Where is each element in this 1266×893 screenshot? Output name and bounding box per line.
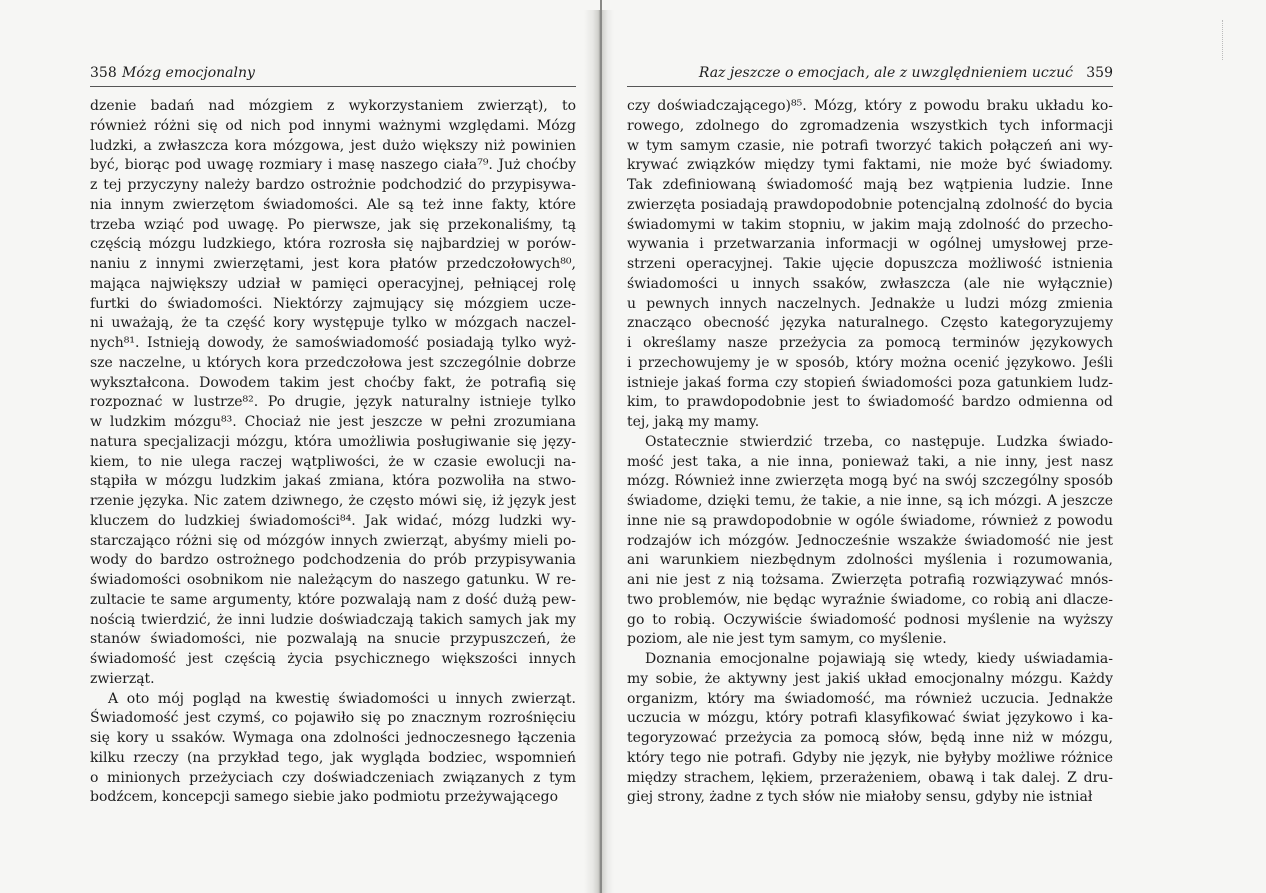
text-line: rodzajów ich mózgów. Jednocześnie wszakże świadomość nie jest [627, 532, 1113, 549]
text-line: świadomość jest częścią życia psychicznego większości innych [90, 651, 576, 667]
text-line: między strachem, lękiem, przerażeniem, obawą i tak dalej. Z dru- [627, 769, 1113, 786]
text-line: two problemów, nie będąc wyraźnie świadome, co robią ani dlacze- [627, 591, 1113, 608]
text-line: organizm, który ma świadomość, ma również uczucia. Jednakże [627, 690, 1113, 707]
text-line: nością twierdzić, że inni ludzie doświadczają takich samych jak my [90, 611, 576, 628]
text-line: Świadomość jest czymś, co pojawiło się po znacznym rozrośnięciu [90, 710, 576, 727]
book-gutter-shadow [584, 10, 614, 893]
text-line: trzeba wziąć pod uwagę. Po pierwsze, jak się przekonaliśmy, tą [90, 216, 576, 233]
left-page-header [90, 62, 576, 87]
text-line: się kory u ssaków. Wymaga ona zdolności jednoczesnego łączenia [90, 730, 576, 746]
text-line: znacząco obecność języka naturalnego. Często kategoryzujemy [627, 315, 1113, 332]
text-line: świadomymi w takim stopniu, w jakim mają zdolność do przecho- [627, 216, 1113, 233]
text-line: uczucia w mózgu, który potrafi klasyfikować świat językowo i ka- [627, 710, 1113, 727]
text-line: wody do bardzo ostrożnego podchodzenia do prób przypisywania [90, 552, 576, 569]
text-line: rowego, zdolnego do zgromadzenia wszystkich tych informacji [627, 117, 1113, 134]
text-line: ni uważają, że ta część kory występuje tylko w mózgach naczel- [90, 315, 576, 332]
text-line: natura specjalizacji mózgu, która umożliwia posługiwanie się języ- [90, 433, 576, 450]
text-line: starczająco różni się od mózgów innych zwierząt, abyśmy mieli po- [90, 532, 576, 549]
book-spine-line [600, 0, 602, 893]
left-page-body [90, 97, 576, 808]
text-line: ani warunkiem niezbędnym zdolności myślenia i rozumowania, [627, 552, 1113, 569]
right-page-body [627, 97, 1113, 808]
text-line: A oto mój pogląd na kwestię świadomości u innych zwierząt. [108, 690, 576, 707]
text-line: rzenie języka. Nic zatem dziwnego, że często mówi się, iż język jest [90, 493, 576, 509]
text-line: furtki do świadomości. Niektórzy zajmujący się mózgiem ucze- [90, 295, 576, 312]
text-line: być, biorąc pod uwagę rozmiary i masę naszego ciała⁷⁹. Już choćby [90, 157, 576, 174]
text-line: tej, jaką my mamy. [627, 414, 760, 430]
text-line: poziom, ale nie jest tym samym, co myślenie. [627, 631, 947, 648]
text-line: mająca największy udział w pamięci operacyjnej, pełniącej rolę [90, 275, 576, 292]
text-line: ludzki, a zwłaszcza kora mózgowa, jest dużo większy niż powinien [90, 137, 576, 154]
text-line: w ludzkim mózgu⁸³. Chociaż nie jest jeszcze w pełni zrozumiana [90, 414, 576, 430]
text-line: i przechowujemy je w sposób, który można ocenić językowo. Jeśli [627, 354, 1113, 371]
right-page-header [627, 62, 1113, 87]
text-line: o minionych przeżyciach czy doświadczeniach związanych z tym [90, 769, 576, 786]
text-line: i określamy nasze przeżycia za pomocą terminów językowych [627, 335, 1113, 351]
text-line: bodźcem, koncepcji samego siebie jako podmiotu przeżywającego [90, 789, 559, 806]
text-line: kluczem do ludzkiej świadomości⁸⁴. Jak widać, mózg ludzki wy- [90, 512, 576, 529]
text-line: Tak zdefiniowaną świadomość mają bez wątpienia ludzie. Inne [627, 177, 1113, 193]
text-line: również różni się od nich pod innymi ważnymi względami. Mózg [90, 117, 576, 134]
text-line: częścią mózgu ludzkiego, która rozrosła się najbardziej w porów- [90, 236, 576, 253]
text-line: świadomości osobnikom nie należącym do naszego gatunku. W re- [90, 572, 576, 588]
text-line: z tej przyczyny należy bardzo ostrożnie podchodzić do przypisywa- [90, 177, 576, 193]
text-line: inne nie są prawdopodobnie w ogóle świadome, również z powodu [627, 512, 1113, 529]
text-line: krywać związków między tymi faktami, nie może być świadomy. [627, 157, 1113, 174]
text-line: zwierząt. [90, 670, 155, 687]
text-line: mózg. Również inne zwierzęta mogą być na swój szczególny sposób [627, 473, 1113, 490]
text-line: dzenie badań nad mózgiem z wykorzystaniem zwierząt), to [90, 98, 576, 114]
text-line: tegoryzować przeżycia za pomocą słów, będą inne niż w mózgu, [627, 730, 1113, 746]
left-running-title: Mózg emocjonalny [122, 65, 255, 81]
text-line: nych⁸¹. Istnieją dowody, że samoświadomość posiadają tylko wyż- [90, 335, 576, 351]
text-line: wywania i przetwarzania informacji w ogólnej umysłowej prze- [627, 236, 1113, 253]
text-line: rozpoznać w lustrze⁸². Po drugie, język naturalny istnieje tylko [90, 394, 576, 411]
text-line: sze naczelne, u których kora przedczołowa jest szczególnie dobrze [90, 354, 576, 371]
left-page-number: 358 [90, 65, 117, 81]
page-edge-mark [1222, 20, 1224, 60]
text-line: wykształcona. Dowodem takim jest choćby fakt, że potrafią się [90, 374, 576, 391]
text-line: giej strony, żadne z tych słów nie miałoby sensu, gdyby nie istniał [627, 789, 1093, 806]
right-running-title: Raz jeszcze o emocjach, ale z uwzględnieniem uczuć [698, 65, 1073, 81]
text-line: w tym samym czasie, nie potrafi tworzyć takich połączeń ani wy- [627, 137, 1113, 154]
text-line: stanów świadomości, nie pozwalają na snucie przypuszczeń, że [90, 631, 576, 648]
text-line: Ostatecznie stwierdzić trzeba, co następuje. Ludzka świado- [645, 433, 1113, 450]
text-line: świadomości u innych ssaków, zwłaszcza (ale nie wyłącznie) [627, 275, 1113, 292]
text-line: u pewnych innych naczelnych. Jednakże u ludzi mózg zmienia [627, 295, 1113, 312]
text-line: my sobie, że aktywny jest jakiś układ emocjonalny mózgu. Każdy [627, 670, 1113, 687]
left-page [90, 62, 576, 808]
text-line: naniu z innymi zwierzętami, jest kora płatów przedczołowych⁸⁰, [90, 256, 576, 272]
text-line: kim, to prawdopodobnie jest to świadomość bardzo odmienna od [627, 394, 1113, 411]
text-line: zwierzęta posiadają prawdopodobnie potencjalną zdolność do bycia [627, 196, 1113, 213]
text-line: ani nie jest z nią tożsama. Zwierzęta potrafią rozwiązywać mnós- [627, 572, 1113, 588]
text-line: nia innym zwierzętom świadomości. Ale są też inne fakty, które [90, 196, 576, 213]
text-line: Doznania emocjonalne pojawiają się wtedy, kiedy uświadamia- [645, 651, 1113, 667]
right-page [627, 62, 1113, 808]
text-line: istnieje jakaś forma czy stopień świadomości poza gatunkiem ludz- [627, 374, 1113, 391]
text-line: go to robią. Oczywiście świadomość podnosi myślenie na wyższy [627, 611, 1113, 628]
text-line: stąpiła w mózgu ludzkim jakaś zmiana, która pozwoliła na stwo- [90, 473, 576, 490]
text-line: kiem, to nie ulega raczej wątpliwości, że w czasie ewolucji na- [90, 453, 576, 470]
text-line: mość jest taka, a nie inna, ponieważ taki, a nie inny, jest nasz [627, 453, 1113, 470]
text-line: świadome, dzięki temu, że takie, a nie inne, są ich mózgi. A jeszcze [627, 493, 1113, 509]
text-line: strzeni operacyjnej. Takie ujęcie dopuszcza możliwość istnienia [627, 256, 1113, 272]
text-line: który tego nie potrafi. Gdyby nie język, nie byłyby możliwe różnice [627, 749, 1113, 766]
text-line: zultacie te same argumenty, które pozwalają nam z dość dużą pew- [90, 591, 576, 608]
right-page-number: 359 [1086, 65, 1113, 81]
text-line: czy doświadczającego)⁸⁵. Mózg, który z powodu braku układu ko- [627, 98, 1113, 114]
text-line: kilku rzeczy (na przykład tego, jak wygląda bodziec, wspomnień [90, 749, 576, 766]
